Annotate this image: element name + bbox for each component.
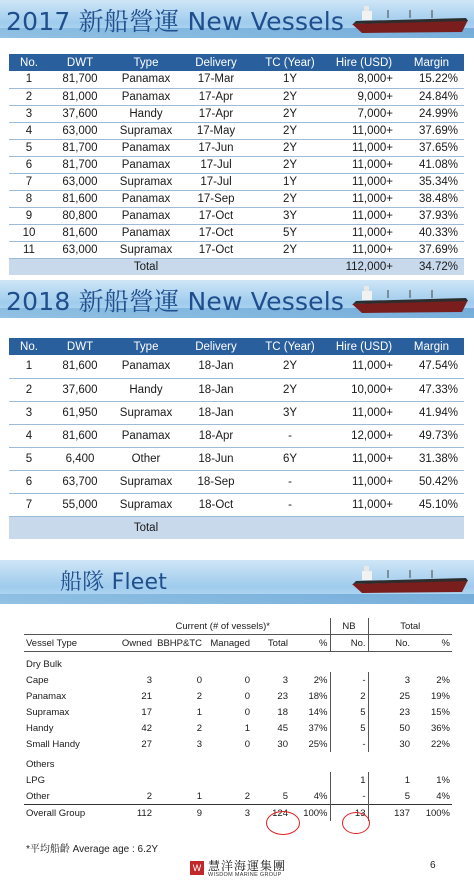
table-cell: 47.33%	[399, 378, 464, 401]
group-header-total: Total	[368, 618, 452, 635]
table-cell: 5Y	[251, 224, 329, 241]
table-cell: 17-May	[181, 122, 251, 139]
table-cell: 31.38%	[399, 447, 464, 470]
table-row	[9, 190, 464, 207]
table-cell: 18-Jan	[181, 355, 251, 378]
col-header-hire: Hire (USD)	[329, 54, 399, 71]
table-cell: 11	[9, 241, 49, 258]
fleet-cell: 2	[196, 690, 202, 702]
table-cell: 2Y	[251, 156, 329, 173]
fleet-cell: 4%	[436, 790, 450, 802]
table-cell: Supramax	[111, 401, 181, 424]
fleet-cell	[116, 772, 154, 788]
fleet-cell: -	[330, 788, 368, 805]
total-hire: 112,000+	[329, 258, 399, 275]
fleet-cell: 25	[368, 688, 412, 704]
fleet-cell: 14%	[308, 706, 328, 718]
table-cell: 18-Jan	[181, 401, 251, 424]
col-header-dwt: DWT	[49, 338, 111, 355]
table-cell: 4	[9, 424, 49, 447]
fleet-cell: 30	[277, 738, 288, 750]
table-cell: 2	[9, 88, 49, 105]
table-cell: 37.93%	[399, 207, 464, 224]
highlight-circle-total	[266, 811, 300, 835]
table-cell: -	[251, 493, 329, 516]
total-margin: 34.72%	[399, 258, 464, 275]
fleet-cell: 45	[277, 722, 288, 734]
fleet-cell: 27	[141, 738, 152, 750]
table-cell: 35.34%	[399, 173, 464, 190]
table-cell: 49.73%	[399, 424, 464, 447]
table-cell: 18-Jan	[181, 378, 251, 401]
table-cell: 38.48%	[399, 190, 464, 207]
fleet-cell: 23	[368, 704, 412, 720]
fleet-cell: 18	[277, 706, 288, 718]
fleet-cell: 5	[330, 704, 368, 720]
fleet-cell: 100%	[290, 805, 330, 822]
ship-icon	[348, 282, 472, 316]
table-cell: 6	[9, 156, 49, 173]
fleet-cell: Handy	[26, 722, 54, 734]
fleet-cell: Small Handy	[26, 738, 80, 750]
fleet-cell: 18%	[308, 690, 328, 702]
table-cell: 80,800	[49, 207, 111, 224]
fleet-table-wrap	[24, 618, 452, 821]
col-header-margin: Margin	[399, 54, 464, 71]
total-label: Total	[111, 516, 181, 539]
table-row	[9, 139, 464, 156]
table-cell: 3	[9, 401, 49, 424]
fleet-cell: 1%	[436, 774, 450, 786]
table-cell: 9,000+	[329, 88, 399, 105]
table-cell: 63,000	[49, 122, 111, 139]
table-cell: Panamax	[111, 355, 181, 378]
table-cell: Panamax	[111, 224, 181, 241]
table-cell: Supramax	[111, 241, 181, 258]
table-cell: 11,000+	[329, 447, 399, 470]
fleet-cell: 1	[196, 706, 202, 718]
fleet-cell: 25%	[308, 738, 328, 750]
table-cell: 18-Jun	[181, 447, 251, 470]
col-header-owned: Owned	[116, 635, 154, 652]
table-cell: 61,950	[49, 401, 111, 424]
table-cell: 15.22%	[399, 71, 464, 88]
fleet-group-row	[24, 752, 452, 772]
fleet-cell: 30	[368, 736, 412, 752]
fleet-row	[24, 720, 452, 736]
table-row	[9, 105, 464, 122]
vessels-2017-table	[9, 54, 464, 275]
table-cell: Panamax	[111, 71, 181, 88]
table-cell: Supramax	[111, 173, 181, 190]
fleet-row	[24, 736, 452, 752]
col-header-no: No.	[9, 338, 49, 355]
fleet-row	[24, 688, 452, 704]
fleet-cell: 0	[244, 738, 250, 750]
table-cell: 17-Apr	[181, 105, 251, 122]
table-cell: 17-Oct	[181, 207, 251, 224]
fleet-cell: 42	[141, 722, 152, 734]
ship-icon	[348, 562, 472, 596]
col-header-type: Type	[111, 54, 181, 71]
table-cell: 18-Apr	[181, 424, 251, 447]
table-cell: Panamax	[111, 207, 181, 224]
table-cell: 81,700	[49, 139, 111, 156]
table-cell: 1	[9, 355, 49, 378]
fleet-cell	[204, 772, 252, 788]
table-row	[9, 156, 464, 173]
table-cell	[251, 516, 329, 539]
highlight-circle-nb	[342, 812, 370, 834]
fleet-group-header-row	[24, 618, 452, 635]
fleet-cell: -	[330, 672, 368, 688]
table-row	[9, 122, 464, 139]
fleet-row	[24, 788, 452, 805]
col-header-nb-no: No.	[330, 635, 368, 652]
table-cell: 8	[9, 190, 49, 207]
table-cell	[251, 258, 329, 275]
fleet-cell: 15%	[430, 706, 450, 718]
col-header-vessel-type: Vessel Type	[24, 635, 116, 652]
col-header-bbhp: BBHP&TC	[154, 635, 204, 652]
table-cell: 11,000+	[329, 156, 399, 173]
table-cell: 55,000	[49, 493, 111, 516]
fleet-cell: 1	[196, 790, 202, 802]
group-header-nb: NB	[330, 618, 368, 635]
fleet-cell: 0	[244, 690, 250, 702]
table-cell: 9	[9, 207, 49, 224]
table-cell: 81,000	[49, 88, 111, 105]
table-cell	[329, 516, 399, 539]
section-title-2017: 2017 新船營運 New Vessels	[6, 7, 345, 36]
fleet-cell: 100%	[412, 805, 452, 822]
table-cell: 6,400	[49, 447, 111, 470]
table-cell: 63,000	[49, 173, 111, 190]
fleet-cell: 3	[146, 674, 152, 686]
table-cell	[9, 516, 49, 539]
fleet-cell: 3	[204, 805, 252, 822]
table-cell: 81,600	[49, 190, 111, 207]
table-cell: 63,700	[49, 470, 111, 493]
table-cell: 2Y	[251, 190, 329, 207]
table-cell: 11,000+	[329, 139, 399, 156]
fleet-cell: 2	[146, 790, 152, 802]
table-row	[9, 378, 464, 401]
table-cell: 11,000+	[329, 241, 399, 258]
table-cell	[181, 258, 251, 275]
table-cell: 2	[9, 378, 49, 401]
section-title-2018: 2018 新船營運 New Vessels	[6, 287, 345, 316]
table-cell: Supramax	[111, 470, 181, 493]
fleet-row	[24, 772, 452, 788]
fleet-cell: 0	[244, 674, 250, 686]
fleet-cell: 19%	[430, 690, 450, 702]
table-cell: 17-Mar	[181, 71, 251, 88]
table-cell: 1	[9, 71, 49, 88]
table-cell: 2Y	[251, 378, 329, 401]
table-cell: 45.10%	[399, 493, 464, 516]
table-cell: 17-Oct	[181, 241, 251, 258]
fleet-cell: 3	[368, 672, 412, 688]
average-age-note: *平均船齡 Average age : 6.2Y	[26, 844, 159, 855]
fleet-cell: Overall Group	[24, 805, 116, 822]
fleet-cell: 5	[368, 788, 412, 805]
fleet-cell: 2%	[313, 674, 328, 686]
table-cell: 81,600	[49, 424, 111, 447]
table-cell: 41.94%	[399, 401, 464, 424]
table-cell: 5	[9, 447, 49, 470]
table-cell: 11,000+	[329, 401, 399, 424]
table-cell: 63,000	[49, 241, 111, 258]
fleet-cell	[252, 772, 290, 788]
banner-2017	[0, 0, 474, 38]
table-cell: 81,700	[49, 71, 111, 88]
table-cell: -	[251, 424, 329, 447]
table-cell: 7	[9, 493, 49, 516]
table-cell: 2Y	[251, 241, 329, 258]
col-header-hire: Hire (USD)	[329, 338, 399, 355]
fleet-cell: 37%	[308, 722, 328, 734]
col-header-total: Total	[252, 635, 290, 652]
fleet-cell: 2	[330, 688, 368, 704]
col-header-pct: %	[290, 635, 330, 652]
table-cell: 7,000+	[329, 105, 399, 122]
total-label: Total	[111, 258, 181, 275]
table-cell: Panamax	[111, 156, 181, 173]
table-row	[9, 207, 464, 224]
fleet-cell: 1	[330, 772, 368, 788]
table-cell	[49, 258, 111, 275]
table-cell: 11,000+	[329, 224, 399, 241]
table-row	[9, 173, 464, 190]
fleet-group-row	[24, 652, 452, 673]
table-cell: 50.42%	[399, 470, 464, 493]
vessels-2018-body	[9, 355, 464, 539]
ship-icon	[348, 2, 472, 36]
table-header-row	[9, 338, 464, 355]
table-row	[9, 493, 464, 516]
fleet-cell: 5	[330, 720, 368, 736]
group-header-current: Current (# of vessels)*	[116, 618, 330, 635]
col-header-delivery: Delivery	[181, 54, 251, 71]
table-cell: 81,600	[49, 224, 111, 241]
table-cell: 2Y	[251, 122, 329, 139]
table-cell: -	[251, 470, 329, 493]
fleet-cell: 2%	[436, 674, 450, 686]
table-cell: 24.99%	[399, 105, 464, 122]
table-cell: 6	[9, 470, 49, 493]
table-cell: 24.84%	[399, 88, 464, 105]
table-cell: 4	[9, 122, 49, 139]
table-cell: 18-Oct	[181, 493, 251, 516]
table-row	[9, 88, 464, 105]
table-row	[9, 355, 464, 378]
table-cell: 12,000+	[329, 424, 399, 447]
fleet-row	[24, 704, 452, 720]
fleet-cell: Other	[26, 790, 50, 802]
col-header-margin: Margin	[399, 338, 464, 355]
table-cell: 8,000+	[329, 71, 399, 88]
table-cell: 11,000+	[329, 470, 399, 493]
col-header-delivery: Delivery	[181, 338, 251, 355]
table-cell	[49, 516, 111, 539]
table-cell: 41.08%	[399, 156, 464, 173]
table-cell: 40.33%	[399, 224, 464, 241]
table-cell: 18-Sep	[181, 470, 251, 493]
table-row	[9, 224, 464, 241]
table-cell: 37.65%	[399, 139, 464, 156]
table-cell: Panamax	[111, 139, 181, 156]
table-cell: 11,000+	[329, 493, 399, 516]
fleet-cell: 13	[330, 805, 368, 822]
fleet-cell: 1	[244, 722, 250, 734]
table-cell: Panamax	[111, 424, 181, 447]
fleet-cell: 3	[196, 738, 202, 750]
col-header-total-no: No.	[368, 635, 412, 652]
logo-name-en: WISDOM MARINE GROUP	[208, 872, 282, 878]
table-header-row	[9, 54, 464, 71]
table-cell: Supramax	[111, 493, 181, 516]
table-cell: 10,000+	[329, 378, 399, 401]
fleet-group-label: Others	[26, 758, 55, 770]
table-cell: 47.54%	[399, 355, 464, 378]
total-row	[9, 516, 464, 539]
fleet-cell: 0	[244, 706, 250, 718]
table-cell: 6Y	[251, 447, 329, 470]
fleet-cell: 23	[277, 690, 288, 702]
fleet-cell: Supramax	[26, 706, 70, 718]
table-cell: Supramax	[111, 122, 181, 139]
vessels-2017-body	[9, 71, 464, 275]
logo-mark: W	[190, 861, 204, 875]
table-cell	[399, 516, 464, 539]
company-logo	[190, 857, 310, 885]
fleet-cell: Cape	[26, 674, 49, 686]
fleet-cell: 1	[368, 772, 412, 788]
table-row	[9, 447, 464, 470]
table-cell: 3Y	[251, 207, 329, 224]
table-cell: 1Y	[251, 173, 329, 190]
table-cell: 5	[9, 139, 49, 156]
fleet-cell: 3	[282, 674, 288, 686]
fleet-cell: 0	[196, 674, 202, 686]
page-number: 6	[430, 860, 436, 871]
table-cell: 11,000+	[329, 355, 399, 378]
table-cell: 17-Jun	[181, 139, 251, 156]
banner-fleet	[0, 560, 474, 604]
table-cell: 17-Jul	[181, 173, 251, 190]
section-title-fleet: 船隊 Fleet	[60, 570, 168, 595]
table-cell: 37,600	[49, 105, 111, 122]
col-header-no: No.	[9, 54, 49, 71]
table-cell: Handy	[111, 105, 181, 122]
fleet-cell: Panamax	[26, 690, 67, 702]
fleet-cell: LPG	[26, 774, 46, 786]
col-header-dwt: DWT	[49, 54, 111, 71]
fleet-cell: 22%	[430, 738, 450, 750]
fleet-cell: 17	[141, 706, 152, 718]
fleet-cell: 2	[196, 722, 202, 734]
table-cell: 81,700	[49, 156, 111, 173]
table-cell: 3Y	[251, 401, 329, 424]
table-cell: 17-Apr	[181, 88, 251, 105]
table-cell: Other	[111, 447, 181, 470]
col-header-tc: TC (Year)	[251, 54, 329, 71]
table-cell: Handy	[111, 378, 181, 401]
table-cell: 11,000+	[329, 190, 399, 207]
table-row	[9, 401, 464, 424]
fleet-overall-row	[24, 805, 452, 822]
table-cell: Panamax	[111, 88, 181, 105]
fleet-cell: 9	[154, 805, 204, 822]
table-cell: 7	[9, 173, 49, 190]
col-header-managed: Managed	[204, 635, 252, 652]
fleet-cell: 36%	[430, 722, 450, 734]
table-cell: 17-Sep	[181, 190, 251, 207]
logo-name-cn: 慧洋海運集團	[208, 859, 287, 873]
table-cell	[9, 258, 49, 275]
fleet-body	[24, 618, 452, 821]
table-cell: Panamax	[111, 190, 181, 207]
table-cell: 2Y	[251, 355, 329, 378]
table-cell: 11,000+	[329, 207, 399, 224]
fleet-cell: 112	[116, 805, 154, 822]
fleet-table	[24, 618, 452, 821]
table-cell: 2Y	[251, 139, 329, 156]
fleet-cell: -	[330, 736, 368, 752]
fleet-cell: 5	[282, 790, 288, 802]
fleet-cell	[154, 772, 204, 788]
blank-cell	[24, 618, 116, 635]
table-cell: 3	[9, 105, 49, 122]
col-header-type: Type	[111, 338, 181, 355]
table-row	[9, 424, 464, 447]
table-cell: 10	[9, 224, 49, 241]
table-cell: 1Y	[251, 71, 329, 88]
table-row	[9, 71, 464, 88]
table-cell: 37.69%	[399, 122, 464, 139]
total-row	[9, 258, 464, 275]
banner-2018	[0, 280, 474, 318]
table-cell: 37,600	[49, 378, 111, 401]
fleet-cell: 124	[252, 805, 290, 822]
fleet-row	[24, 672, 452, 688]
fleet-cell: 21	[141, 690, 152, 702]
fleet-col-header-row	[24, 635, 452, 652]
table-cell: 17-Oct	[181, 224, 251, 241]
table-cell: 11,000+	[329, 173, 399, 190]
fleet-cell: 2	[244, 790, 250, 802]
fleet-cell: 50	[368, 720, 412, 736]
table-cell: 11,000+	[329, 122, 399, 139]
table-row	[9, 241, 464, 258]
fleet-cell	[290, 772, 330, 788]
table-cell: 2Y	[251, 105, 329, 122]
table-row	[9, 470, 464, 493]
table-cell: 81,600	[49, 355, 111, 378]
table-cell: 37.69%	[399, 241, 464, 258]
table-cell: 2Y	[251, 88, 329, 105]
fleet-cell: 4%	[313, 790, 328, 802]
col-header-total-pct: %	[412, 635, 452, 652]
vessels-2018-table	[9, 338, 464, 539]
table-cell: 17-Jul	[181, 156, 251, 173]
col-header-tc: TC (Year)	[251, 338, 329, 355]
table-cell	[181, 516, 251, 539]
fleet-group-label: Dry Bulk	[26, 658, 62, 670]
fleet-cell: 137	[368, 805, 412, 822]
